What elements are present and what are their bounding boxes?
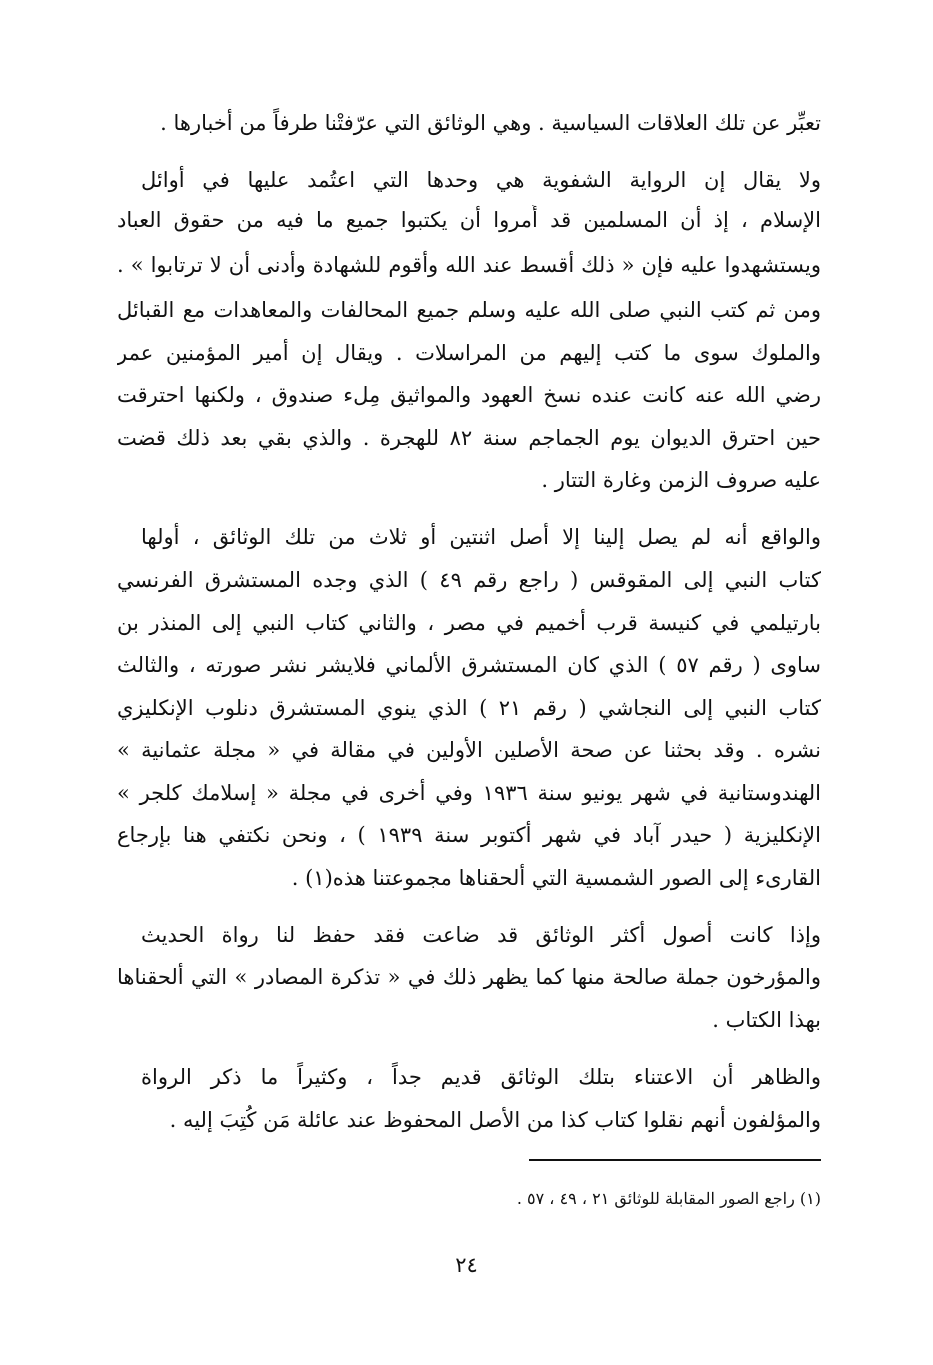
paragraph-line: والمؤرخون جملة صالحة منها كما يظهر ذلك في « تذكرة المصادر » التي ألحقناها [117,965,821,989]
paragraph-line: حين احترق الديوان يوم الجماجم سنة ٨٢ للهجرة . والذي بقي بعد ذلك قضت [117,426,821,450]
paragraph-line: رضي الله عنه كانت عنده نسخ العهود والمواثيق مِلء صندوق ، ولكنها احترقت [117,383,821,407]
paragraph-line: بارتيلمي في كنيسة قرب أخميم في مصر ، والثاني كتاب النبي إلى المنذر بن [117,611,821,635]
paragraph-line: القارىء إلى الصور الشمسية التي ألحقناها مجموعتنا هذه(١) . [291,866,821,890]
paragraph-line: الهندوستانية في شهر يونيو سنة ١٩٣٦ وفي أخرى في مجلة « إسلامك كلجر » [117,781,821,805]
paragraph-line: كتاب النبي إلى المقوقس ( راجع رقم ٤٩ ) الذي وجده المستشرق الفرنسي [117,568,821,592]
footnote-divider [529,1159,821,1161]
paragraph-line: الإنكليزية ( حيدر آباد في شهر أكتوبر سنة ١٩٣٩ ) ، ونحن نكتفي هنا بإرجاع [117,823,821,847]
paragraph-line: والملوك سوى ما كتب إليهم من المراسلات . ويقال إن أمير المؤمنين عمر [117,341,821,365]
paragraph-line: ساوى ( رقم ٥٧ ) الذي كان المستشرق الألماني فلايشر نشر صورته ، والثالث [117,653,821,677]
paragraph-line: والمؤلفون أنهم نقلوا كتاب كذا من الأصل المحفوظ عند عائلة مَن كُتِبَ إليه . [169,1108,821,1132]
paragraph-line: تعبِّر عن تلك العلاقات السياسية . وهي الوثائق التي عرّفتْنا طرفاً من أخبارها . [160,111,821,135]
paragraph-line: الإسلام ، إذ أن المسلمين قد أُمروا أن يكتبوا جميع ما فيه من حقوق العباد [117,208,821,232]
paragraph-line: وإذا كانت أصول أكثر الوثائق قد ضاعت فقد حفظ لنا رواة الحديث [141,923,821,947]
paragraph-line: كتاب النبي إلى النجاشي ( رقم ٢١ ) الذي ينوي المستشرق دنلوب الإنكليزي [117,696,821,720]
paragraph-line: والظاهر أن الاعتناء بتلك الوثائق قديم جداً ، وكثيراً ما ذكر الرواة [141,1065,821,1089]
paragraph-line: بهذا الكتاب . [712,1008,821,1032]
paragraph-line: ومن ثم كتب النبي صلى الله عليه وسلم جميع المحالفات والمعاهدات مع القبائل [117,298,821,322]
paragraph-line: نشره . وقد بحثنا عن صحة الأصلين الأولين في مقالة في « مجلة عثمانية » [117,738,821,762]
paragraph-line: ولا يقال إن الرواية الشفوية هي وحدها التي اعتُمد عليها في أوائل [141,168,821,192]
paragraph-line: والواقع أنه لم يصل إلينا إلا أصل اثنتين أو ثلاث من تلك الوثائق ، أولها [141,525,821,549]
paragraph-line: عليه صروف الزمن وغارة التتار . [541,468,821,492]
paragraph-line: ويستشهدوا عليه فإن « ذلك أقسط عند الله وأقوم للشهادة وأدنى أن لا ترتابوا » . [117,253,821,277]
footnote: (١) راجع الصور المقابلة للوثائق ٢١ ، ٤٩ ، ٥٧ . [516,1189,821,1208]
page-number: ٢٤ [455,1253,478,1277]
